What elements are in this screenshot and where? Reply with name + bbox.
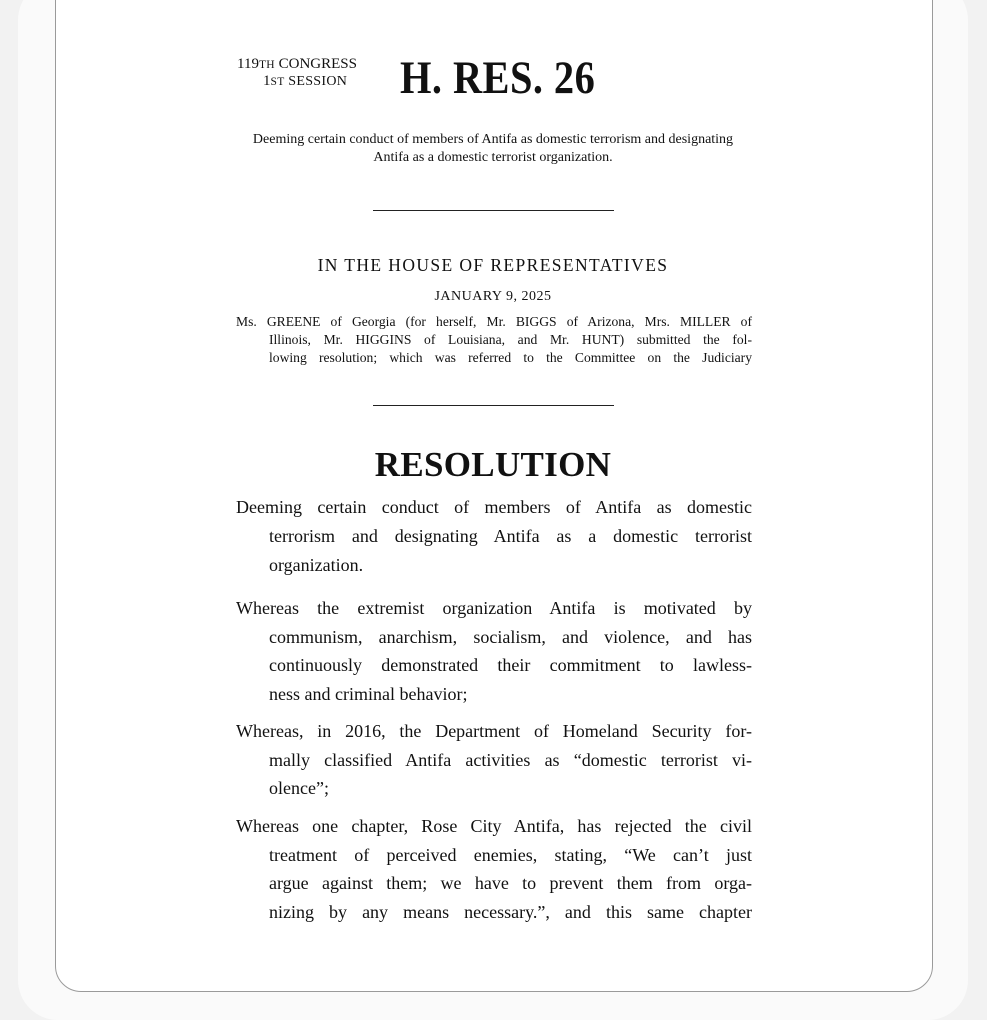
sponsor-line-3: lowing resolution; which was referred to the Committee on the Judiciary	[269, 350, 752, 365]
sponsor-line-2: Illinois, Mr. HIGGINS of Louisiana, and Mr. HUNT) submitted the fol-	[269, 332, 752, 347]
whereas-clause-line: mally classified Antifa activities as “domestic terrorist vi-	[269, 750, 752, 770]
whereas-clause-line: treatment of perceived enemies, stating, “We can’t just	[269, 845, 752, 865]
whereas-clause-line: nizing by any means necessary.”, and this same chapter	[269, 902, 752, 922]
whereas-clause-line: communism, anarchism, socialism, and violence, and has	[269, 627, 752, 647]
resolution-heading: RESOLUTION	[374, 445, 612, 484]
resolution-title-line: terrorism and designating Antifa as a domestic terrorist	[269, 526, 752, 546]
bill-number: H. RES. 26	[400, 52, 596, 104]
whereas-clause-line: Whereas, in 2016, the Department of Homeland Security for-	[236, 721, 752, 741]
introduction-date: JANUARY 9, 2025	[434, 289, 552, 304]
divider-top	[373, 210, 614, 211]
session-label: 1ST SESSION	[263, 73, 348, 89]
divider-bottom	[373, 405, 614, 406]
sponsor-line-1: Ms. GREENE of Georgia (for herself, Mr. BIGGS of Arizona, Mrs. MILLER of	[236, 314, 752, 329]
whereas-clause-line: olence”;	[269, 778, 329, 798]
short-title: Deeming certain conduct of members of Antifa as domestic terrorism and designating Antifa as a domestic terrorist organization.	[252, 132, 734, 165]
whereas-clause-line: Whereas one chapter, Rose City Antifa, has rejected the civil	[236, 816, 752, 836]
whereas-clause-line: ness and criminal behavior;	[269, 684, 468, 704]
chamber-heading: IN THE HOUSE OF REPRESENTATIVES	[317, 255, 669, 275]
whereas-clause-line: continuously demonstrated their commitment to lawless-	[269, 655, 752, 675]
whereas-clause-line: Whereas the extremist organization Antifa is motivated by	[236, 598, 752, 618]
resolution-title-line: organization.	[269, 555, 364, 575]
whereas-clause-line: argue against them; we have to prevent them from orga-	[269, 873, 752, 893]
congress-label: 119TH CONGRESS	[237, 56, 357, 72]
resolution-title-line: Deeming certain conduct of members of Antifa as domestic	[236, 497, 752, 517]
